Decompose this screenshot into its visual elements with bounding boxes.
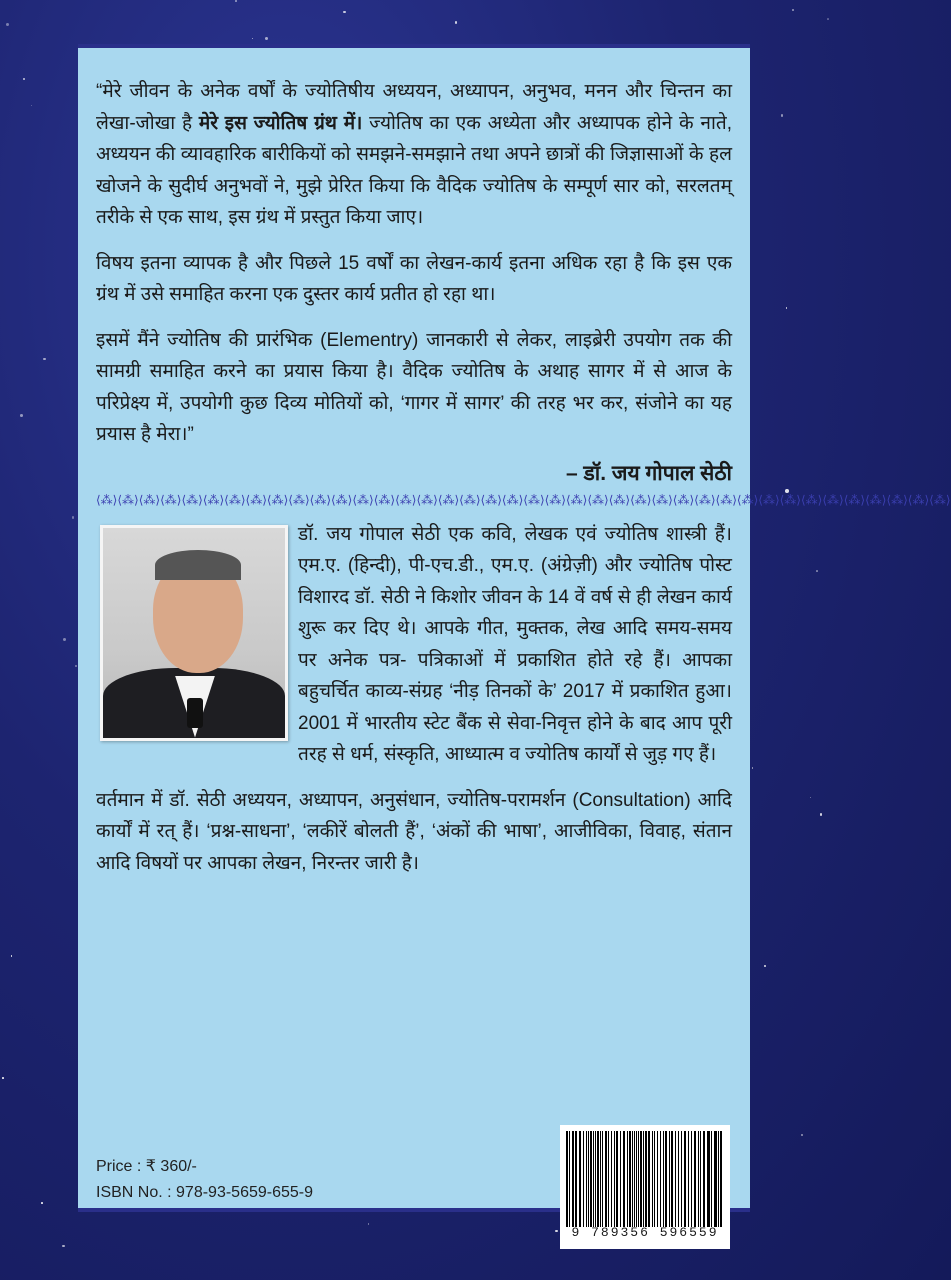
barcode-bar [640, 1131, 641, 1227]
price: Price : ₹ 360/- [96, 1158, 197, 1175]
barcode-bar [579, 1131, 580, 1227]
barcode-bar [627, 1131, 628, 1227]
barcode-bar [583, 1131, 585, 1227]
barcode-bar [703, 1131, 705, 1227]
star [827, 18, 829, 20]
barcode-bar [588, 1131, 590, 1227]
barcode-bar [629, 1131, 631, 1227]
star [6, 23, 9, 26]
barcode-bar [707, 1131, 708, 1227]
star [235, 0, 237, 2]
star [555, 1230, 557, 1232]
barcode-bar [575, 1131, 576, 1227]
star [792, 9, 794, 11]
barcode-bar [718, 1131, 719, 1227]
barcode-bar [600, 1131, 601, 1227]
barcode-bar [611, 1131, 612, 1227]
barcode-bar [645, 1131, 647, 1227]
barcode-bar [620, 1131, 622, 1227]
barcode-bar [700, 1131, 701, 1227]
star [816, 570, 818, 572]
quote-paragraph-3: इसमें मैंने ज्योतिष की प्रारंभिक (Elementry) जानकारी से लेकर, लाइब्रेरी उपयोग तक की सामग्री समाहित करने का प्रयास किया है। वैदिक ज्योतिष के अथाह सागर में से आज के परिप्रेक्ष्य में, उपयोगी कुछ दिव्य मोतियों को, ‘गागर में सागर’ की तरह भर कर, संजोने का यह प्रयास है मेरा।” [96, 329, 732, 445]
star [252, 38, 254, 40]
star [764, 965, 766, 967]
barcode-bar [572, 1131, 574, 1227]
barcode-bar [720, 1131, 722, 1227]
author-bio-paragraph-1: डॉ. जय गोपाल सेठी एक कवि, लेखक एवं ज्योतिष शास्त्री हैं। एम.ए. (हिन्दी), पी-एच.डी., एम.ए. (अंग्रेज़ी) और ज्योतिष पोस्ट विशारद डॉ. सेठी ने किशोर जीवन के 14 वें वर्ष से ही लेखन कार्य शुरू कर दिए थे। आपके गीत, मुक्तक, लेख आदि समय-समय पर अनेक पत्र- पत्रिकाओं में प्रकाशित होते रहे हैं। आपका बहुचर्चित काव्य-संग्रह ‘नीड़ तिनकों के’ 2017 में प्रकाशित हुआ। 2001 में भारतीय स्टेट बैंक से सेवा-निवृत्त होने के बाद आप पूरी तरह से धर्म, संस्कृति, आध्यात्म व ज्योतिष कार्यों से जुड़ गए हैं। [298, 523, 732, 765]
barcode-bar [593, 1131, 594, 1227]
barcode-bar [614, 1131, 615, 1227]
barcode-bar [672, 1131, 673, 1227]
barcode-digits: 9 789356 596559 [571, 1225, 719, 1240]
barcode-bar [688, 1131, 690, 1227]
barcode-bar [597, 1131, 599, 1227]
barcode-bar [691, 1131, 692, 1227]
barcode-bar [711, 1131, 712, 1227]
isbn: ISBN No. : 978-93-5659-655-9 [96, 1184, 314, 1201]
barcode-bar [643, 1131, 644, 1227]
quote-text: “मेरे जीवन के अनेक वर्षों के ज्योतिषीय अध्ययन, अध्यापन, अनुभव, मनन और चिन्तन का लेखा-जोखा है [96, 81, 732, 134]
barcode-bar [715, 1131, 717, 1227]
barcode-bar [694, 1131, 696, 1227]
star [752, 767, 754, 769]
barcode-bar [678, 1131, 680, 1227]
star [72, 516, 75, 519]
star [2, 1077, 4, 1079]
star [63, 638, 66, 641]
barcode-bar [566, 1131, 568, 1227]
star [75, 665, 77, 667]
star [43, 358, 45, 360]
barcode-bar [660, 1131, 661, 1227]
star [801, 1134, 803, 1136]
quote-paragraph-1 [96, 76, 732, 234]
quote-bold-text: मेरे इस ज्योतिष ग्रंथ में। [198, 112, 363, 134]
star [343, 11, 345, 13]
star [810, 797, 811, 798]
star [820, 813, 823, 816]
star [62, 1245, 64, 1247]
barcode-bar [569, 1131, 571, 1227]
quote-text: ज्योतिष का एक अध्येता और अध्यापक होने के नाते, अध्ययन की व्यावहारिक बारीकियों को समझने-समझाने तथा अपने छात्रों की जिज्ञासाओं के हल खोजने के सुदीर्घ अनुभवों ने, मुझे प्रेरित किया कि वैदिक ज्योतिष के सम्पूर्ण सार को, सरलतम् तरीके से एक साथ, इस ग्रंथ में प्रस्तुत किया जाए। [96, 112, 732, 228]
author-bio-paragraph-2: वर्तमान में डॉ. सेठी अध्ययन, अध्यापन, अनुसंधान, ज्योतिष-परामर्शन (Consultation) आदि कार्यों में रत् हैं। ‘प्रश्न-साधना’, ‘लकीरें बोलती हैं’, ‘अंकों की भाषा’, आजीविका, विवाह, संतान आदि विषयों पर आपका लेखन, निरन्तर जारी है। [96, 789, 732, 874]
isbn-barcode [560, 1125, 730, 1249]
barcode-bar [638, 1131, 639, 1227]
barcode-bar [648, 1131, 649, 1227]
barcode-bar [616, 1131, 618, 1227]
author-photo [100, 525, 288, 741]
author-signature: – डॉ. जय गोपाल सेठी [566, 461, 732, 485]
star [368, 1223, 369, 1224]
barcode-bar [641, 1131, 642, 1227]
star [11, 955, 12, 956]
star [31, 105, 33, 107]
star [786, 307, 788, 309]
barcode-bar [663, 1131, 664, 1227]
barcode-bar [608, 1131, 609, 1227]
barcode-bar [675, 1131, 676, 1227]
barcode-bar [684, 1131, 685, 1227]
barcode-bar [602, 1131, 604, 1227]
barcode-bar [714, 1131, 715, 1227]
barcode-bar [671, 1131, 672, 1227]
barcode-bar [623, 1131, 625, 1227]
barcode-bar [586, 1131, 587, 1227]
star [455, 21, 457, 23]
barcode-bar [669, 1131, 670, 1227]
barcode-bar [636, 1131, 637, 1227]
barcode-bar [590, 1131, 592, 1227]
barcode-bar [632, 1131, 633, 1227]
barcode-bar [605, 1131, 607, 1227]
barcode-bar [595, 1131, 596, 1227]
price-isbn-block [96, 1154, 313, 1206]
barcode-bar [665, 1131, 667, 1227]
barcode-bar [652, 1131, 653, 1227]
barcode-bar [657, 1131, 659, 1227]
barcode-bars [566, 1131, 724, 1227]
barcode-bar [698, 1131, 700, 1227]
star [781, 114, 784, 117]
star [23, 78, 25, 80]
back-cover-panel [78, 44, 951, 1240]
barcode-bar [654, 1131, 655, 1227]
barcode-bar [708, 1131, 710, 1227]
barcode-bar [634, 1131, 635, 1227]
star [41, 1202, 43, 1204]
quote-paragraph-2: विषय इतना व्यापक है और पिछले 15 वर्षों का लेखन-कार्य इतना अधिक रहा है कि इस एक ग्रंथ में उसे समाहित करना एक दुस्तर कार्य प्रतीत हो रहा था। [96, 252, 732, 305]
barcode-bar [681, 1131, 682, 1227]
star [20, 414, 23, 417]
barcode-bar [576, 1131, 577, 1227]
ornamental-divider: ⟨⁂⟩⟨⁂⟩⟨⁂⟩⟨⁂⟩⟨⁂⟩⟨⁂⟩⟨⁂⟩⟨⁂⟩⟨⁂⟩⟨⁂⟩⟨⁂⟩⟨⁂⟩⟨⁂⟩⟨⁂⟩⟨⁂⟩⟨⁂⟩⟨⁂⟩⟨⁂⟩⟨⁂⟩⟨⁂⟩⟨⁂⟩⟨⁂⟩⟨⁂⟩⟨⁂⟩⟨⁂⟩⟨⁂⟩⟨⁂⟩⟨⁂⟩⟨⁂⟩⟨⁂⟩⟨⁂⟩⟨⁂⟩⟨⁂⟩⟨⁂⟩⟨⁂⟩⟨⁂⟩⟨⁂⟩⟨⁂⟩⟨⁂⟩⟨⁂⟩ [96, 492, 951, 507]
star [265, 37, 268, 40]
barcode-bar [649, 1131, 650, 1227]
